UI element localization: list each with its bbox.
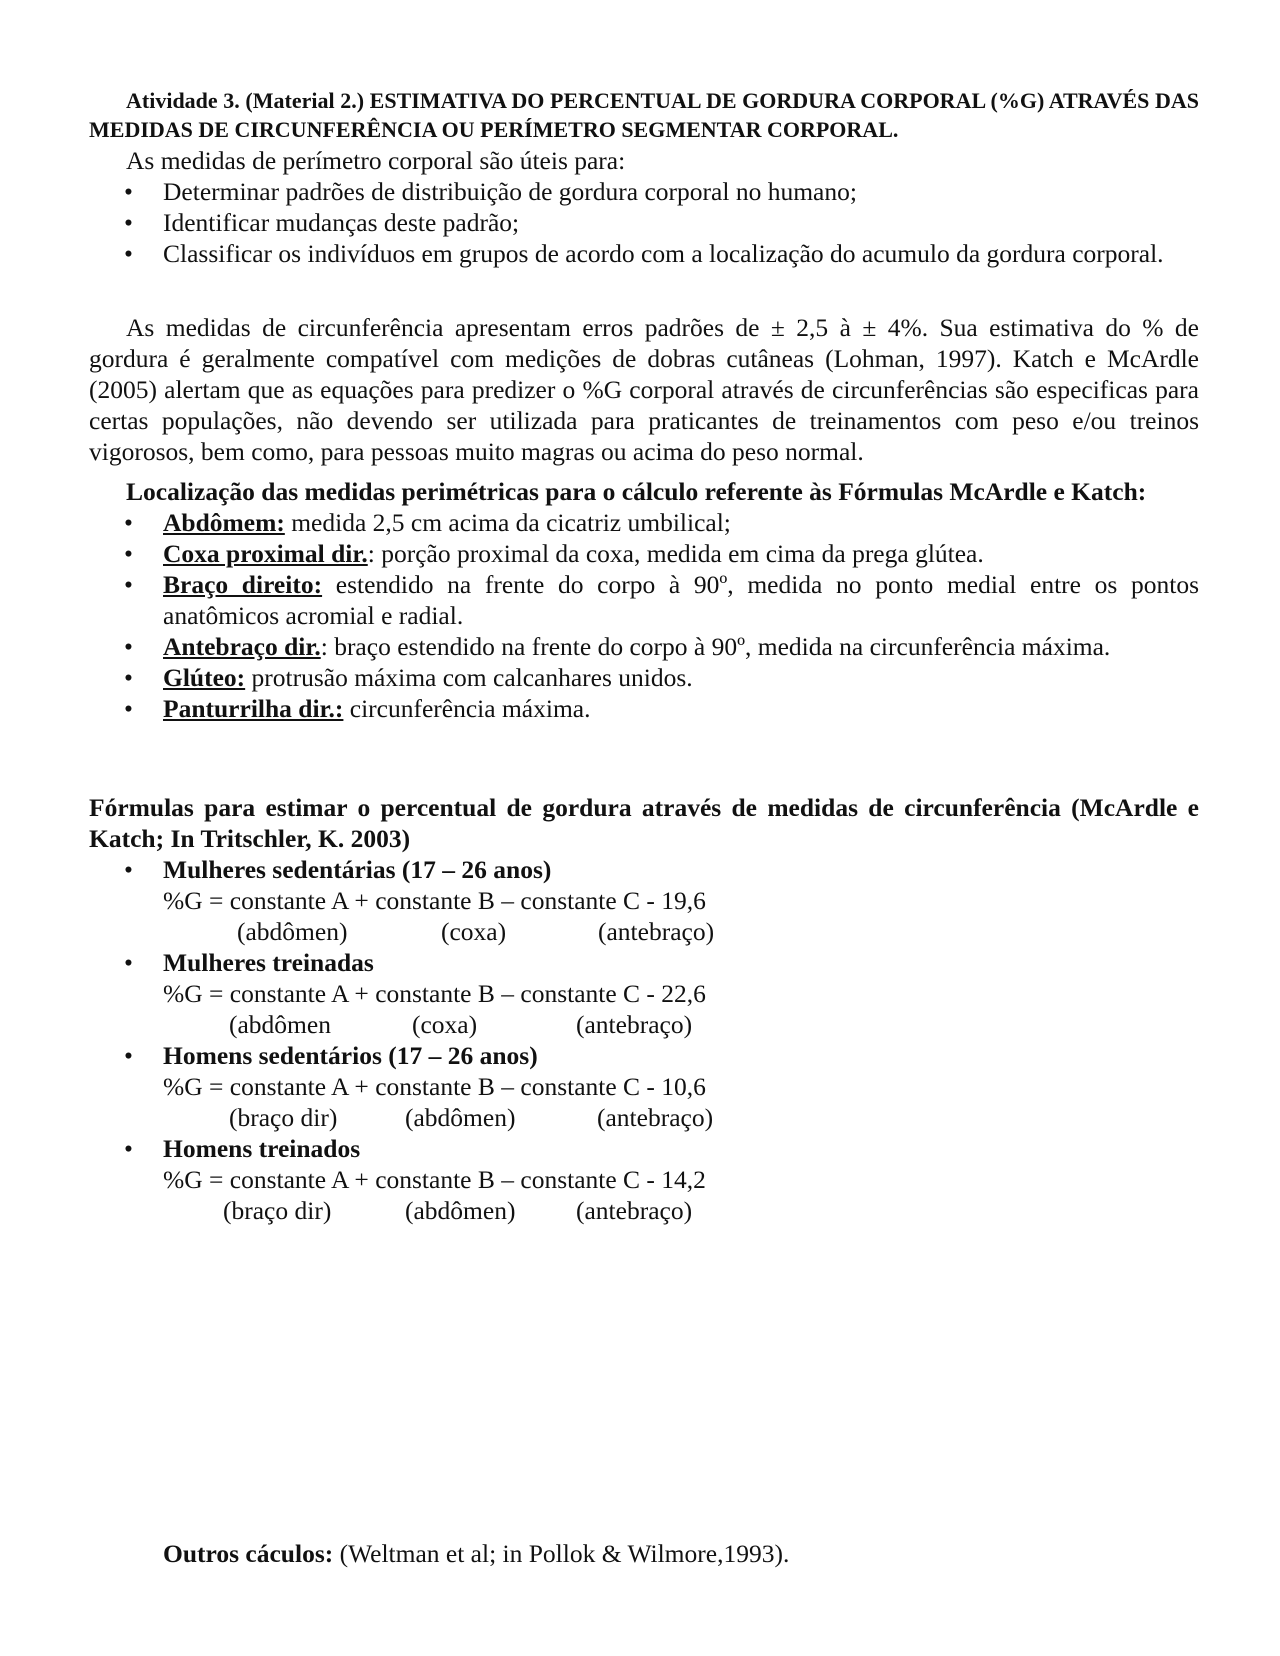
formulas-title: Fórmulas para estimar o percentual de gordura através de medidas de circunferência (McArdle e Katch; In Tritschler, K. 2003) [89, 793, 1199, 853]
formula-equation: %G = constante A + constante B – constante C - 22,6 [163, 979, 706, 1008]
location-list [89, 507, 1199, 724]
intro-text: As medidas de perímetro corporal são úteis para: [126, 146, 626, 175]
formula-group [89, 947, 1199, 1040]
bullet-icon: • [124, 539, 133, 568]
other-calculations-label: Outros cáculos: [163, 1539, 334, 1568]
formula-equation: %G = constante A + constante B – constante C - 10,6 [163, 1072, 706, 1101]
location-title: Localização das medidas perimétricas para o cálculo referente às Fórmulas McArdle e Katch: [126, 477, 1147, 506]
variable-c: (antebraço) [598, 917, 715, 946]
heading-title: ESTIMATIVA DO PERCENTUAL DE GORDURA CORPORAL (%G) ATRAVÉS DAS MEDIDAS DE CIRCUNFERÊNCIA OU PERÍMETRO SEGMENTAR CORPORAL. [89, 88, 1199, 142]
bullet-icon: • [124, 632, 133, 661]
variable-b: (coxa) [441, 917, 507, 946]
bullet-icon: • [124, 694, 133, 723]
bullet-icon: • [124, 663, 133, 692]
formula-group-label: • Homens sedentários (17 – 26 anos) [124, 1041, 538, 1070]
bullet-icon: • [124, 570, 133, 599]
list-item: • Determinar padrões de distribuição de gordura corporal no humano; [124, 177, 857, 206]
activity-heading [89, 86, 1199, 144]
variable-b: (abdômen) [405, 1196, 516, 1225]
variable-a: (braço dir) [223, 1196, 332, 1225]
bullet-icon: • [124, 208, 133, 237]
list-item: • Identificar mudanças deste padrão; [124, 208, 520, 237]
list-item: • Glúteo: protrusão máxima com calcanhares unidos. [124, 663, 693, 692]
bullet-icon: • [124, 1134, 133, 1163]
formula-group [89, 1040, 1199, 1133]
other-calculations-text: (Weltman et al; in Pollok & Wilmore,1993). [333, 1539, 790, 1568]
intro-bullet-list [89, 176, 1199, 269]
formula-group-label: • Homens treinados [124, 1134, 361, 1163]
variable-c: (antebraço) [597, 1103, 714, 1132]
formula-group-label: • Mulheres treinadas [124, 948, 374, 977]
variable-a: (abdômen) [237, 917, 348, 946]
variable-c: (antebraço) [576, 1010, 693, 1039]
formula-group-label: • Mulheres sedentárias (17 – 26 anos) [124, 855, 552, 884]
formula-variables [89, 1195, 1199, 1226]
variable-c: (antebraço) [576, 1196, 693, 1225]
formula-variables [89, 1102, 1199, 1133]
location-section [89, 476, 1199, 724]
list-item: • Classificar os indivíduos em grupos de acordo com a localização do acumulo da gordura corporal. [124, 239, 1164, 268]
variable-b: (abdômen) [405, 1103, 516, 1132]
other-calculations [89, 1538, 1199, 1569]
formulas-section [89, 792, 1199, 1226]
variable-b: (coxa) [412, 1010, 478, 1039]
bullet-icon: • [124, 508, 133, 537]
variable-a: (braço dir) [229, 1103, 338, 1132]
list-item: • Antebraço dir.: braço estendido na frente do corpo à 90º, medida na circunferência máxima. [124, 632, 1111, 661]
list-item: • Panturrilha dir.: circunferência máxima. [124, 694, 591, 723]
formula-equation: %G = constante A + constante B – constante C - 19,6 [163, 886, 706, 915]
formula-group [89, 854, 1199, 947]
list-item: • Braço direito: estendido na frente do corpo à 90º, medida no ponto medial entre os pontos anatômicos acromial e radial. [124, 570, 1199, 630]
formula-equation: %G = constante A + constante B – constante C - 14,2 [163, 1165, 706, 1194]
bullet-icon: • [124, 239, 133, 268]
list-item: • Abdômem: medida 2,5 cm acima da cicatriz umbilical; [124, 508, 731, 537]
formula-variables [89, 1009, 1199, 1040]
list-item: • Coxa proximal dir.: porção proximal da coxa, medida em cima da prega glútea. [124, 539, 984, 568]
heading-prefix: Atividade 3. (Material 2.) [126, 88, 365, 113]
intro-section [89, 145, 1199, 269]
variable-a: (abdômen [229, 1010, 331, 1039]
bullet-icon: • [124, 855, 133, 884]
bullet-icon: • [124, 177, 133, 206]
formula-group [89, 1133, 1199, 1226]
bullet-icon: • [124, 1041, 133, 1070]
error-paragraph: As medidas de circunferência apresentam erros padrões de ± 2,5 à ± 4%. Sua estimativa do % de gordura é geralmente compatível com medições de dobras cutâneas (Lohman, 1997). Katch e McArdle (2005) alertam que as equações para predizer o %G corporal através de circunferências são especificas para certas populações, não devendo ser utilizada para praticantes de treinamentos com peso e/ou treinos vigorosos, bem como, para pessoas muito magras ou acima do peso normal. [89, 313, 1199, 466]
formula-variables [89, 916, 1199, 947]
bullet-icon: • [124, 948, 133, 977]
